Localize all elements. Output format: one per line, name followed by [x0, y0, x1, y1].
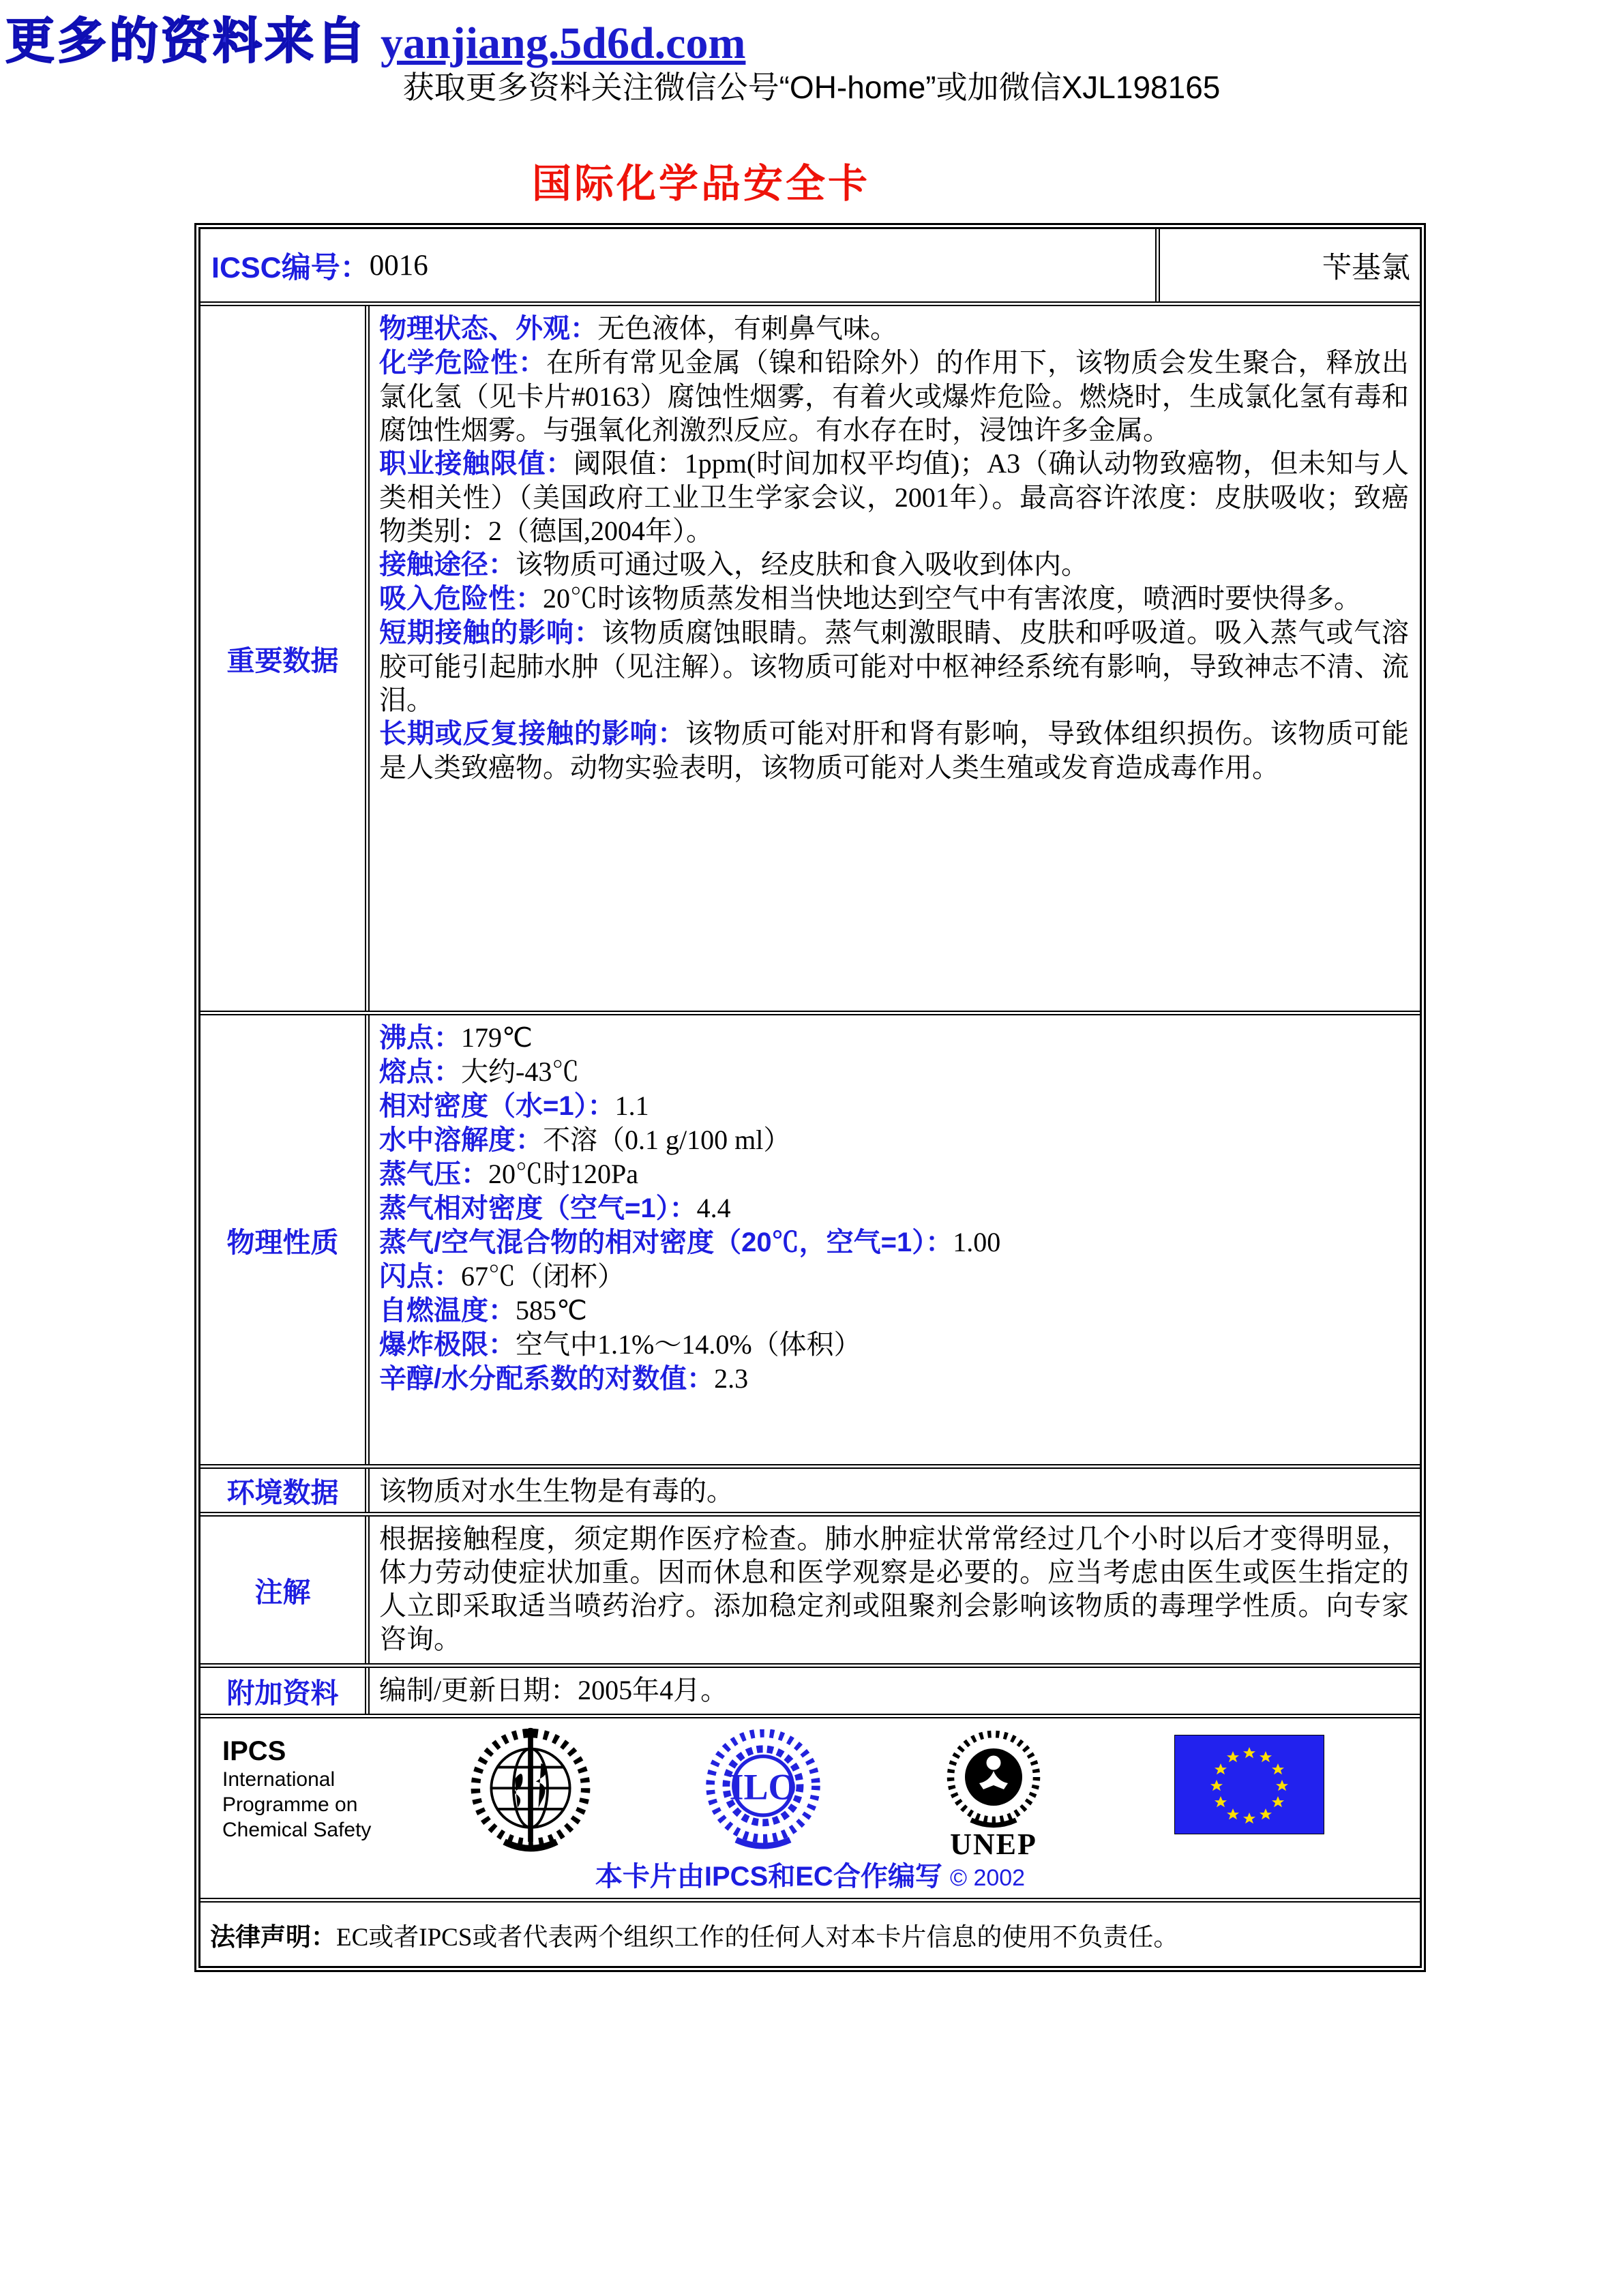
- property-value: 1.00: [953, 1227, 1001, 1257]
- ilo-logo-icon: [702, 1729, 824, 1855]
- important-data-content: [370, 306, 1420, 1011]
- property-line: [379, 1157, 1409, 1191]
- important-paragraph: [379, 717, 1409, 784]
- property-label: 辛醇/水分配系数的对数值：: [379, 1364, 715, 1394]
- field-label: 接触途径：: [379, 550, 516, 580]
- property-line: [379, 1123, 1409, 1157]
- field-text: 该物质可能对肝和肾有影响，导致体组织损伤。该物质可能是人类致癌物。动物实验表明，该物质可能对人类生殖或发育造成毒作用。: [379, 718, 1410, 783]
- field-label: 长期或反复接触的影响：: [379, 719, 686, 749]
- property-label: 自燃温度：: [379, 1296, 516, 1326]
- credit-year: © 2002: [949, 1865, 1026, 1891]
- icsc-number-cell: [200, 229, 1155, 301]
- property-value: 1.1: [614, 1090, 649, 1121]
- property-label: 闪点：: [379, 1262, 461, 1292]
- field-text: 该物质腐蚀眼睛。蒸气刺激眼睛、皮肤和呼吸道。吸入蒸气或气溶胶可能引起肺水肿（见注解）。该物质可能对中枢神经系统有影响，导致神志不清、流泪。: [379, 617, 1410, 715]
- field-label: 职业接触限值：: [379, 449, 574, 479]
- property-label: 沸点：: [379, 1023, 461, 1053]
- field-text: 20℃时该物质蒸发相当快地达到空气中有害浓度，喷洒时要快得多。: [543, 583, 1361, 614]
- field-text: 在所有常见金属（镍和铅除外）的作用下，该物质会发生聚合，释放出氯化氢（见卡片#0163）腐蚀性烟雾，有着火或爆炸危险。燃烧时，生成氯化氢有毒和腐蚀性烟雾。与强氧化剂激烈反应。有水存在时，浸蚀许多金属。: [379, 347, 1409, 445]
- eu-flag-icon: [1174, 1735, 1324, 1838]
- property-label: 爆炸极限：: [379, 1330, 516, 1360]
- ilo-letters: ILO: [729, 1766, 797, 1808]
- credit-line: [200, 1855, 1420, 1894]
- property-label: 蒸气压：: [379, 1159, 488, 1189]
- logos-row: [200, 1714, 1420, 1898]
- additional-info-title: 附加资料: [200, 1668, 370, 1714]
- field-label: 短期接触的影响：: [379, 618, 602, 648]
- property-label: 熔点：: [379, 1057, 461, 1087]
- chemical-name-cell: [1155, 229, 1420, 301]
- ipcs-name-line: Programme on: [222, 1793, 358, 1816]
- property-line: [379, 1191, 1409, 1225]
- ipcs-name-line: International: [222, 1768, 336, 1791]
- property-value: 585℃: [516, 1295, 587, 1326]
- environment-data-row: [200, 1464, 1420, 1512]
- property-value: 67℃（闭杯）: [461, 1261, 625, 1292]
- physical-properties-title: 物理性质: [200, 1015, 370, 1464]
- property-line: [379, 1294, 1409, 1328]
- notes-text: 根据接触程度，须定期作医疗检查。肺水肿症状常常经过几个小时以后才变得明显，体力劳动使症状加重。因而休息和医学观察是必要的。应当考虑由医生或医生指定的人立即采取适当喷药治疗。添加稳定剂或阻聚剂会影响该物质的毒理学性质。向专家咨询。: [379, 1523, 1409, 1654]
- important-paragraph: [379, 346, 1409, 447]
- property-line: [379, 1362, 1409, 1396]
- property-line: [379, 1089, 1409, 1123]
- environment-data-content: 该物质对水生生物是有毒的。: [379, 1476, 734, 1506]
- legal-text: EC或者IPCS或者代表两个组织工作的任何人对本卡片信息的使用不负责任。: [336, 1923, 1179, 1952]
- environment-data-title: 环境数据: [200, 1469, 370, 1512]
- page-title: 国际化学品安全卡: [531, 162, 870, 206]
- important-paragraph: [379, 616, 1409, 717]
- property-line: [379, 1328, 1409, 1362]
- safety-card-table: [194, 223, 1426, 1972]
- property-value: 2.3: [714, 1363, 749, 1394]
- field-text: 无色液体，有刺鼻气味。: [597, 313, 897, 344]
- chemical-name: 苄基氯: [1322, 252, 1410, 284]
- important-paragraph: [379, 548, 1409, 582]
- who-logo-icon: [465, 1727, 596, 1861]
- property-value: 空气中1.1%～14.0%（体积）: [516, 1329, 861, 1360]
- field-label: 化学危险性：: [379, 348, 546, 378]
- property-line: [379, 1259, 1409, 1294]
- legal-row: [200, 1898, 1420, 1966]
- notes-title: 注解: [200, 1517, 370, 1663]
- unep-wordmark: UNEP: [950, 1828, 1037, 1861]
- property-value: 4.4: [696, 1193, 731, 1223]
- wechat-notice: 获取更多资料关注微信公号“OH-home”或加微信XJL198165: [402, 70, 1221, 105]
- field-label: 物理状态、外观：: [379, 314, 597, 344]
- unep-logo-icon: [936, 1728, 1052, 1862]
- watermark-domain-link[interactable]: yanjiang.5d6d.com: [381, 18, 746, 68]
- credit-text: 本卡片由IPCS和EC合作编写: [595, 1862, 942, 1892]
- property-value: 179℃: [461, 1022, 533, 1053]
- important-data-row: [200, 301, 1420, 1011]
- important-paragraph: [379, 312, 1409, 346]
- property-line: [379, 1055, 1409, 1089]
- important-paragraph: [379, 582, 1409, 616]
- property-value: 20℃时120Pa: [488, 1159, 638, 1189]
- notes-row: [200, 1512, 1420, 1663]
- property-label: 蒸气/空气混合物的相对密度（20℃，空气=1）：: [379, 1227, 953, 1257]
- physical-properties-row: [200, 1011, 1420, 1464]
- property-value: 不溶（0.1 g/100 ml）: [543, 1124, 791, 1155]
- important-data-title: 重要数据: [200, 306, 370, 1011]
- property-value: 大约-43℃: [461, 1056, 580, 1087]
- important-paragraph: [379, 447, 1409, 548]
- icsc-number-label: ICSC编号：: [211, 251, 370, 284]
- additional-info-content: 编制/更新日期：2005年4月。: [379, 1675, 728, 1705]
- property-label: 相对密度（水=1）：: [379, 1091, 615, 1121]
- ipcs-text-block: [222, 1736, 371, 1843]
- header-row: [200, 229, 1420, 301]
- physical-properties-content: [370, 1015, 1420, 1464]
- property-label: 蒸气相对密度（空气=1）：: [379, 1193, 697, 1223]
- ipcs-acronym: IPCS: [222, 1736, 286, 1766]
- additional-info-row: [200, 1663, 1420, 1714]
- property-label: 水中溶解度：: [379, 1125, 543, 1155]
- field-text: 该物质可通过吸入，经皮肤和食入吸收到体内。: [516, 549, 1088, 580]
- field-text: 阈限值：1ppm(时间加权平均值)；A3（确认动物致癌物，但未知与人类相关性）（美国政府工业卫生学家会议，2001年）。最高容许浓度：皮肤吸收；致癌物类别：2（德国,2004年）。: [379, 448, 1410, 546]
- legal-label: 法律声明：: [210, 1922, 336, 1951]
- icsc-number-value: 0016: [369, 249, 428, 282]
- ipcs-name-line: Chemical Safety: [222, 1819, 372, 1841]
- field-label: 吸入危险性：: [379, 584, 543, 614]
- property-line: [379, 1225, 1409, 1259]
- watermark-text-cn: 更多的资料来自: [5, 14, 369, 69]
- property-line: [379, 1021, 1409, 1055]
- watermark-banner: [5, 1, 745, 72]
- notes-content: [370, 1517, 1420, 1663]
